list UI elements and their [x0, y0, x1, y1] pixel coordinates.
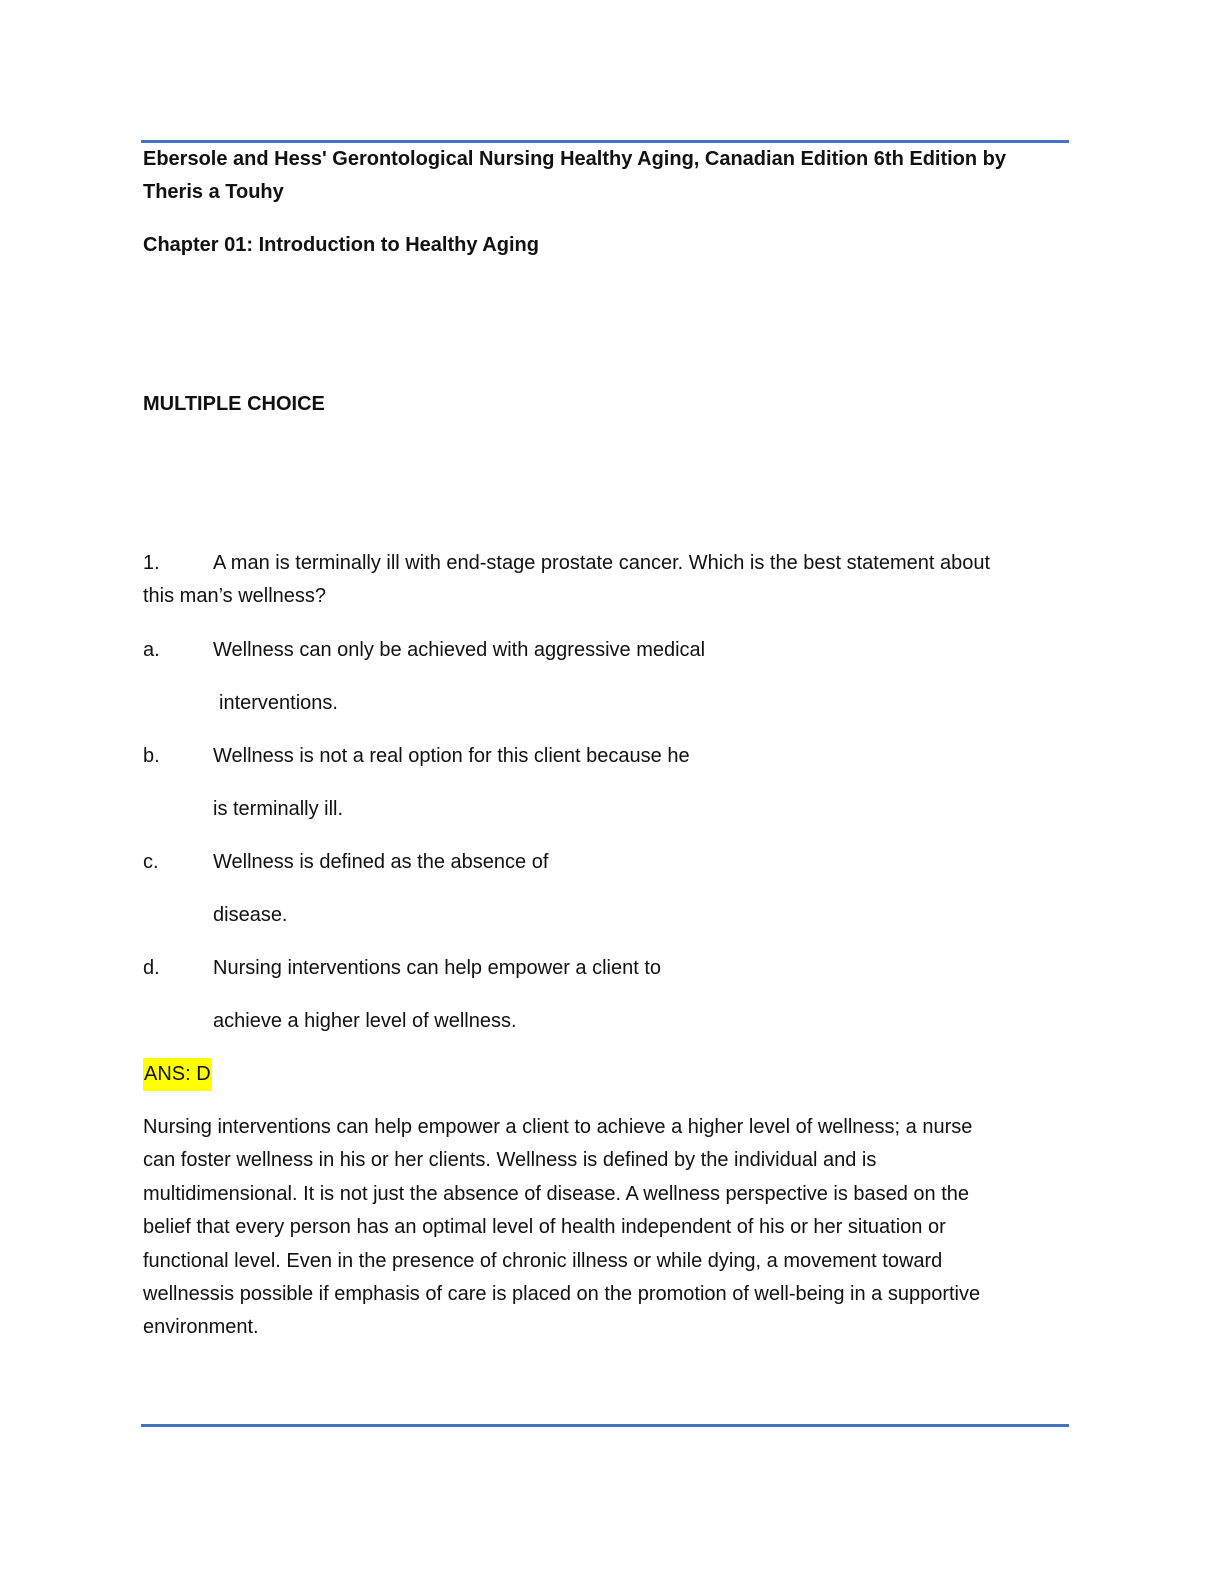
rationale-line: multidimensional. It is not just the absence of disease. A wellness perspective is based on the: [143, 1182, 970, 1205]
option-text-line-2: is terminally ill.: [213, 798, 344, 820]
rationale-line: can foster wellness in his or her clients. Wellness is defined by the individual and is: [143, 1149, 877, 1172]
question-stem-line-2: this man’s wellness?: [143, 585, 327, 607]
question-stem: [143, 547, 1073, 613]
chapter-heading: Chapter 01: Introduction to Healthy Aging: [143, 234, 539, 256]
title-line-1: Ebersole and Hess' Gerontological Nursing Healthy Aging, Canadian Edition 6th Edition by: [143, 148, 1007, 170]
rationale-line: Nursing interventions can help empower a client to achieve a higher level of wellness; a nurse: [143, 1116, 973, 1138]
option-letter: a.: [143, 639, 160, 661]
rationale-line: functional level. Even in the presence of chronic illness or while dying, a movement toward: [143, 1249, 943, 1272]
question-stem-line-1: A man is terminally ill with end-stage prostate cancer. Which is the best statement about: [213, 552, 991, 574]
question-number: 1.: [143, 552, 160, 574]
option-letter: d.: [143, 957, 160, 979]
rationale-paragraph: [143, 1111, 1073, 1345]
rationale-line: wellnessis possible if emphasis of care is placed on the promotion of well-being in a supportive: [143, 1283, 981, 1306]
option-text-line-1: Wellness is not a real option for this client because he: [213, 745, 690, 767]
bottom-divider: [141, 1424, 1069, 1427]
option-text-line-1: Nursing interventions can help empower a client to: [213, 957, 662, 979]
section-heading: MULTIPLE CHOICE: [143, 393, 325, 415]
document-title: [143, 143, 1073, 209]
title-line-2: Theris a Touhy: [143, 181, 284, 203]
option-text-line-2: interventions.: [219, 692, 338, 714]
option-letter: c.: [143, 851, 159, 873]
rationale-line: environment.: [143, 1316, 259, 1339]
option-text-line-1: Wellness can only be achieved with aggressive medical: [213, 639, 706, 661]
option-text-line-1: Wellness is defined as the absence of: [213, 851, 549, 873]
option-letter: b.: [143, 745, 160, 767]
option-text-line-2: disease.: [213, 904, 288, 926]
option-text-line-2: achieve a higher level of wellness.: [213, 1010, 517, 1032]
answer-key: ANS: D: [143, 1058, 212, 1091]
rationale-line: belief that every person has an optimal level of health independent of his or her situation or: [143, 1216, 946, 1239]
